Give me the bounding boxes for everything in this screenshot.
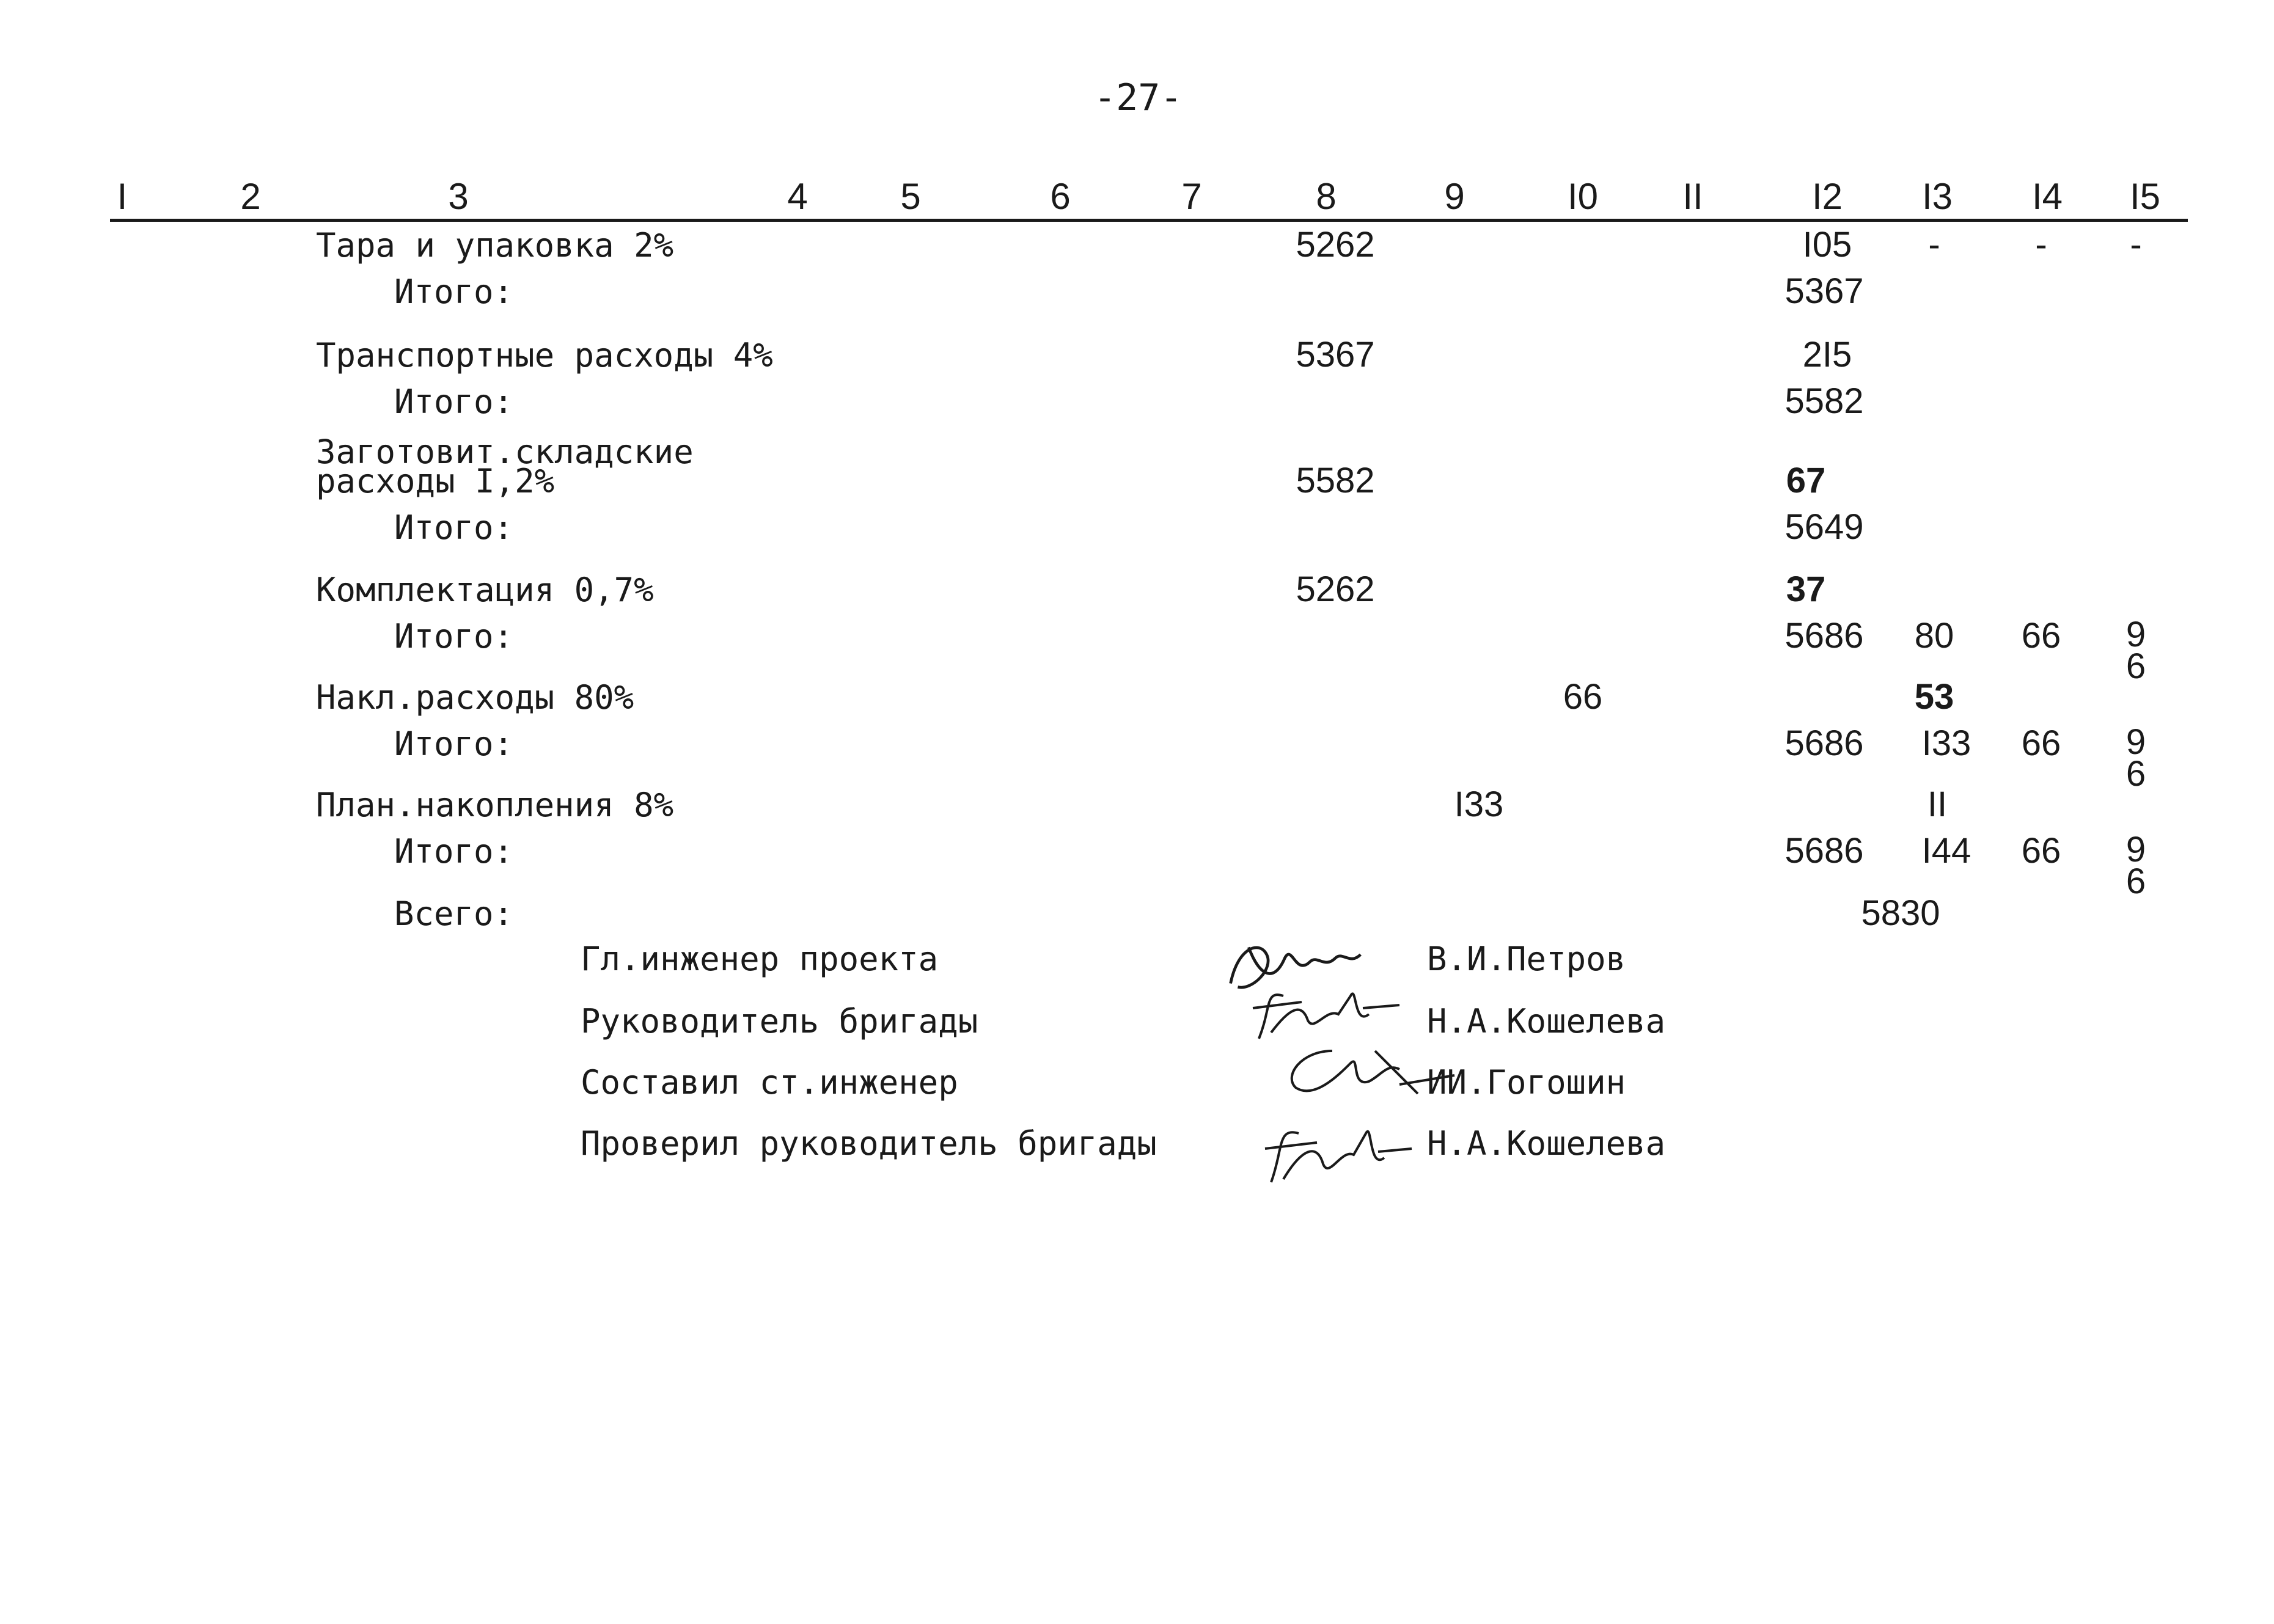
column-header: I4 <box>2031 176 2063 217</box>
row-label: Тара и упаковка 2% <box>316 226 674 265</box>
row-label: Накл.расходы 80% <box>316 678 634 717</box>
column-header: 6 <box>1050 176 1071 217</box>
grand-total-value: 5830 <box>1861 893 1940 933</box>
cell-col13: I33 <box>1921 723 1971 763</box>
cell-col13: 80 <box>1914 616 1954 656</box>
column-header: I2 <box>1811 176 1843 217</box>
cell-col12: 5367 <box>1784 271 1864 311</box>
cell-col10: 66 <box>1563 677 1603 717</box>
cell-col15-bottom: 6 <box>2125 754 2146 794</box>
cell-col8: 5582 <box>1296 461 1375 500</box>
column-header: 3 <box>448 176 469 217</box>
subtotal-label: Итого: <box>394 832 514 871</box>
cell-col14: 66 <box>2021 723 2061 763</box>
cell-col12: 5686 <box>1784 616 1864 656</box>
cell-col12: 2I5 <box>1802 335 1852 375</box>
column-header: 9 <box>1444 176 1465 217</box>
cell-col8: 5262 <box>1296 569 1375 609</box>
cell-col12: 5582 <box>1784 381 1864 421</box>
grand-total-label: Всего: <box>394 894 514 933</box>
cell-col12: 5686 <box>1784 831 1864 871</box>
column-header: 5 <box>900 176 921 217</box>
cell-col15: - <box>2130 225 2142 265</box>
cell-col15-top: 9 <box>2125 722 2146 762</box>
row-label: Комплектация 0,7% <box>316 571 654 609</box>
row-label-line2: расходы I,2% <box>316 462 555 500</box>
cell-col12: I05 <box>1802 225 1852 265</box>
row-label: План.накопления 8% <box>316 786 674 824</box>
column-header: I <box>117 176 128 217</box>
header-rule <box>110 219 2188 222</box>
page-number: -27- <box>1094 76 1183 119</box>
column-header: I5 <box>2129 176 2161 217</box>
subtotal-label: Итого: <box>394 382 514 421</box>
column-header: 4 <box>787 176 808 217</box>
column-header: I0 <box>1567 176 1599 217</box>
cell-col15-top: 9 <box>2125 830 2146 869</box>
cell-col15-bottom: 6 <box>2125 861 2146 901</box>
signature-name: Н.А.Кошелева <box>1427 1002 1666 1041</box>
cell-col13: 53 <box>1914 677 1954 717</box>
handwritten-signature <box>1228 1112 1448 1191</box>
row-label: Транспортные расходы 4% <box>316 336 773 375</box>
cell-col13: I44 <box>1921 831 1971 871</box>
cell-col13: - <box>1928 225 1940 265</box>
signature-name: В.И.Петров <box>1427 940 1626 978</box>
cell-col8: 5262 <box>1296 225 1375 265</box>
cell-col14: 66 <box>2021 831 2061 871</box>
subtotal-label: Итого: <box>394 617 514 656</box>
cell-col13: II <box>1927 785 1948 824</box>
subtotal-label: Итого: <box>394 272 514 311</box>
signature-role: Проверил руководитель бригады <box>581 1124 1157 1163</box>
cell-col12: 67 <box>1786 461 1826 500</box>
row-label-line1: Заготовит.складские <box>316 433 694 471</box>
subtotal-label: Итого: <box>394 508 514 547</box>
column-header: 8 <box>1316 176 1337 217</box>
cell-col12: 5649 <box>1784 507 1864 547</box>
cell-col12: 37 <box>1786 569 1826 609</box>
cell-col14: 66 <box>2021 616 2061 656</box>
column-header: I3 <box>1921 176 1953 217</box>
cell-col8: 5367 <box>1296 335 1375 375</box>
signature-name: Н.А.Кошелева <box>1427 1124 1666 1163</box>
column-header: 2 <box>240 176 261 217</box>
subtotal-label: Итого: <box>394 725 514 763</box>
signature-role: Составил ст.инженер <box>581 1063 958 1102</box>
cell-col9: I33 <box>1454 785 1504 824</box>
column-header: 7 <box>1181 176 1202 217</box>
column-header: II <box>1682 176 1703 217</box>
handwritten-signature <box>1259 1039 1479 1118</box>
signature-role: Руководитель бригады <box>581 1002 978 1041</box>
cell-col15-top: 9 <box>2125 615 2146 654</box>
cell-col14: - <box>2035 225 2047 265</box>
cell-col15-bottom: 6 <box>2125 646 2146 686</box>
signature-role: Гл.инженер проекта <box>581 940 939 978</box>
signature-name: ИИ.Гогошин <box>1427 1063 1626 1102</box>
cell-col12: 5686 <box>1784 723 1864 763</box>
